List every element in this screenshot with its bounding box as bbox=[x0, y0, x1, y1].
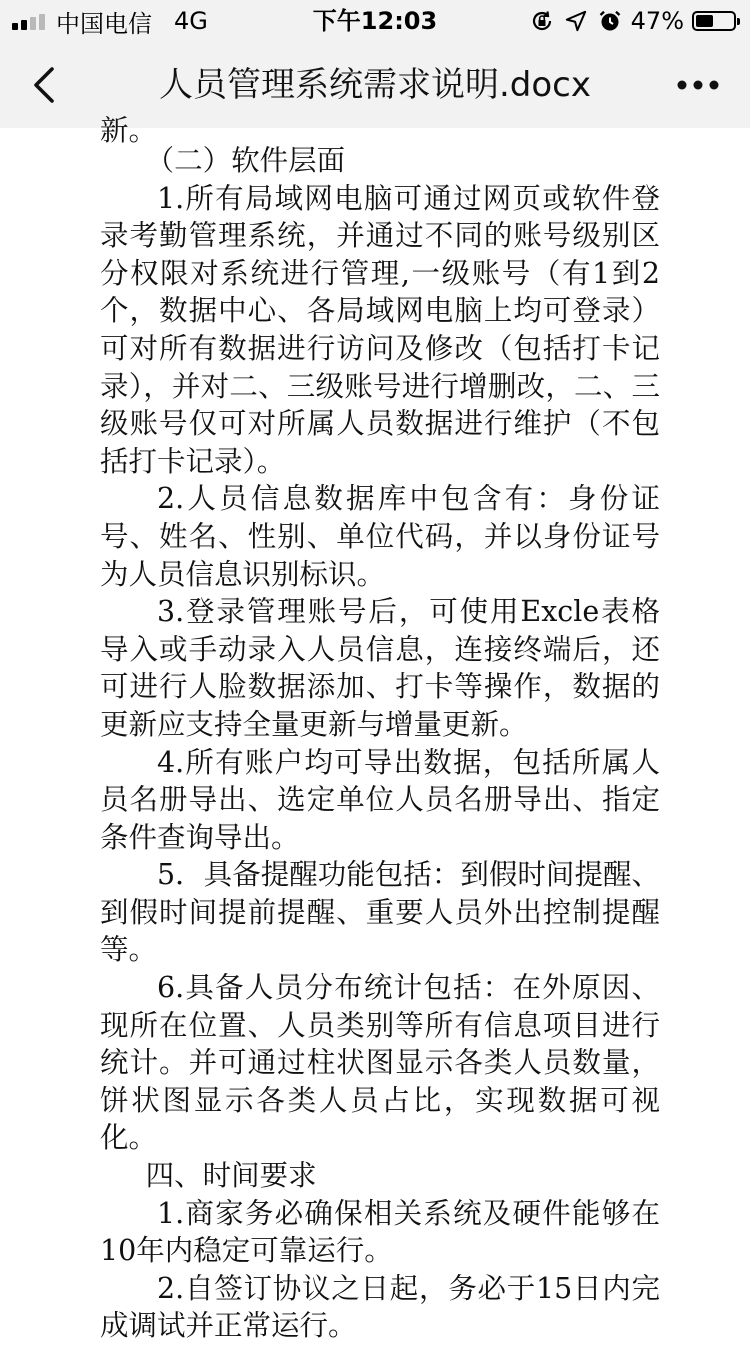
status-right bbox=[521, 6, 736, 36]
doc-paragraph: 4.所有账户均可导出数据，包括所属人员名册导出、选定单位人员名册导出、指定条件查询导出。 bbox=[100, 745, 660, 854]
battery-fill bbox=[696, 15, 713, 27]
orientation-lock-icon bbox=[529, 8, 555, 34]
document-title: 人员管理系统需求说明.docx bbox=[158, 65, 591, 105]
doc-paragraph: 1.所有局域网电脑可通过网页或软件登录考勤管理系统，并通过不同的账号级别区分权限对系统进行管理,一级账号（有1到2个，数据中心、各局域网电脑上均可登录）可对所有数据进行访问及修改（包括打卡记录），并对二、三级账号进行增删改，二、三级账号仅可对所属人员数据进行维护（不包括打卡记录）。 bbox=[100, 181, 660, 478]
doc-paragraph: 2.人员信息数据库中包含有：身份证号、姓名、性别、单位代码，并以身份证号为人员信息识别标识。 bbox=[100, 482, 660, 591]
document-view[interactable] bbox=[0, 114, 750, 1343]
doc-paragraph: 3.登录管理账号后，可使用Excle表格导入或手动录入人员信息，连接终端后，还可进行人脸数据添加、打卡等操作，数据的更新应支持全量更新与增量更新。 bbox=[100, 595, 660, 741]
doc-paragraph: 5．具备提醒功能包括：到假时间提醒、到假时间提前提醒、重要人员外出控制提醒等。 bbox=[100, 858, 660, 967]
more-button[interactable] bbox=[670, 60, 726, 110]
document-body bbox=[100, 112, 660, 1345]
status-time: 下午12:03 bbox=[312, 7, 438, 35]
doc-heading: （二）软件层面 bbox=[145, 144, 346, 177]
doc-heading: 四、时间要求 bbox=[145, 1159, 317, 1193]
doc-paragraph: 2.自签订协议之日起，务必于15日内完成调试并正常运行。 bbox=[100, 1271, 660, 1343]
battery-percent: 47% bbox=[630, 7, 684, 35]
status-bar bbox=[0, 0, 750, 42]
network-type: 4G bbox=[174, 7, 208, 35]
carrier-name: 中国电信 bbox=[56, 9, 152, 38]
doc-paragraph: 1.商家务必确保相关系统及硬件能够在10年内稳定可靠运行。 bbox=[100, 1196, 660, 1268]
doc-paragraph: 6.具备人员分布统计包括：在外原因、现所在位置、人员类别等所有信息项目进行统计。并可通过柱状图显示各类人员数量，饼状图显示各类人员占比，实现数据可视化。 bbox=[100, 971, 660, 1155]
battery-icon bbox=[692, 11, 736, 31]
more-dots-icon bbox=[676, 79, 720, 91]
alarm-icon bbox=[597, 8, 623, 34]
doc-paragraph: 新。 bbox=[100, 114, 158, 147]
back-button[interactable] bbox=[20, 60, 70, 110]
chevron-left-icon bbox=[30, 65, 60, 105]
location-arrow-icon bbox=[563, 8, 589, 34]
